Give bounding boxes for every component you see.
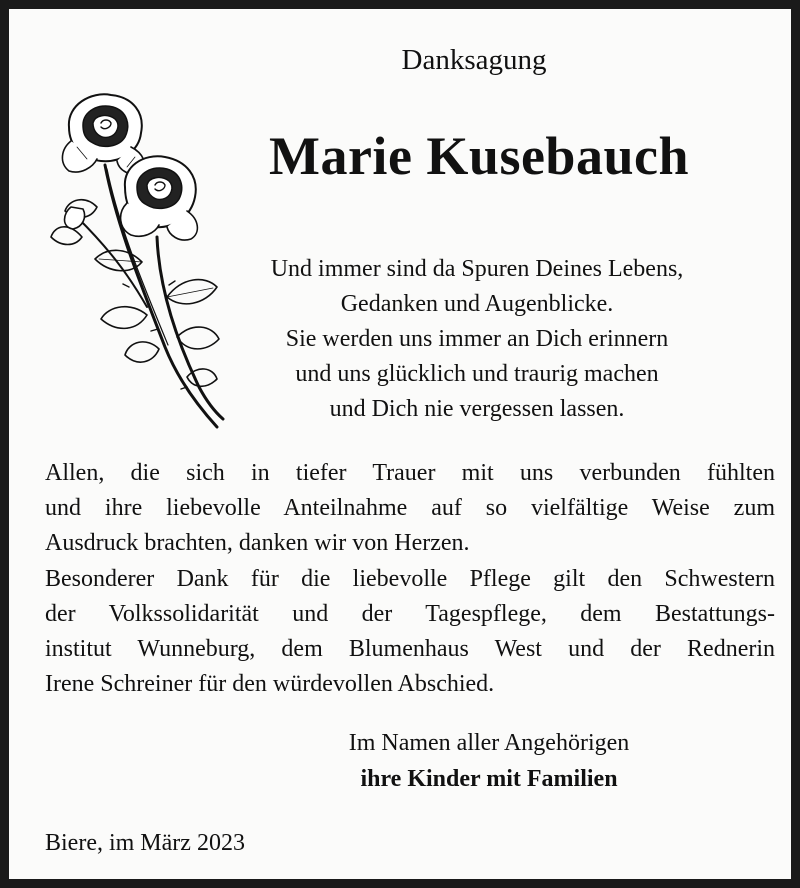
- body-line: und ihre liebevolle Anteilnahme auf so vielfältige Weise zum: [45, 495, 775, 522]
- notice-heading: Danksagung: [401, 44, 547, 76]
- poem: [223, 252, 731, 427]
- body-line: der Volkssolidarität und der Tagespflege, dem Bestattungs-: [45, 600, 775, 627]
- poem-line: Sie werden uns immer an Dich erinnern: [285, 326, 669, 352]
- signature-family: ihre Kinder mit Familien: [360, 766, 618, 792]
- body-line: Allen, die sich in tiefer Trauer mit uns verbunden fühlten: [45, 460, 775, 486]
- poem-line: und Dich nie vergessen lassen.: [329, 396, 625, 422]
- signature-line: Im Namen aller Angehörigen: [348, 730, 630, 756]
- body-line: Besonderer Dank für die liebevolle Pflege gilt den Schwestern: [45, 565, 775, 592]
- poem-line: und uns glücklich und traurig machen: [295, 361, 659, 387]
- thank-you-text: [45, 456, 775, 702]
- body-line: institut Wunneburg, dem Blumenhaus West und der Rednerin: [45, 635, 775, 662]
- body-line: Ausdruck brachten, danken wir von Herzen.: [45, 530, 470, 557]
- deceased-name: Marie Kusebauch: [269, 126, 689, 186]
- body-line: Irene Schreiner für den würdevollen Abschied.: [45, 671, 495, 698]
- place-date: Biere, im März 2023: [45, 830, 245, 856]
- signature: [289, 725, 689, 797]
- rose-illustration: [47, 87, 229, 437]
- poem-line: Und immer sind da Spuren Deines Lebens,: [270, 256, 684, 282]
- poem-line: Gedanken und Augenblicke.: [340, 291, 614, 317]
